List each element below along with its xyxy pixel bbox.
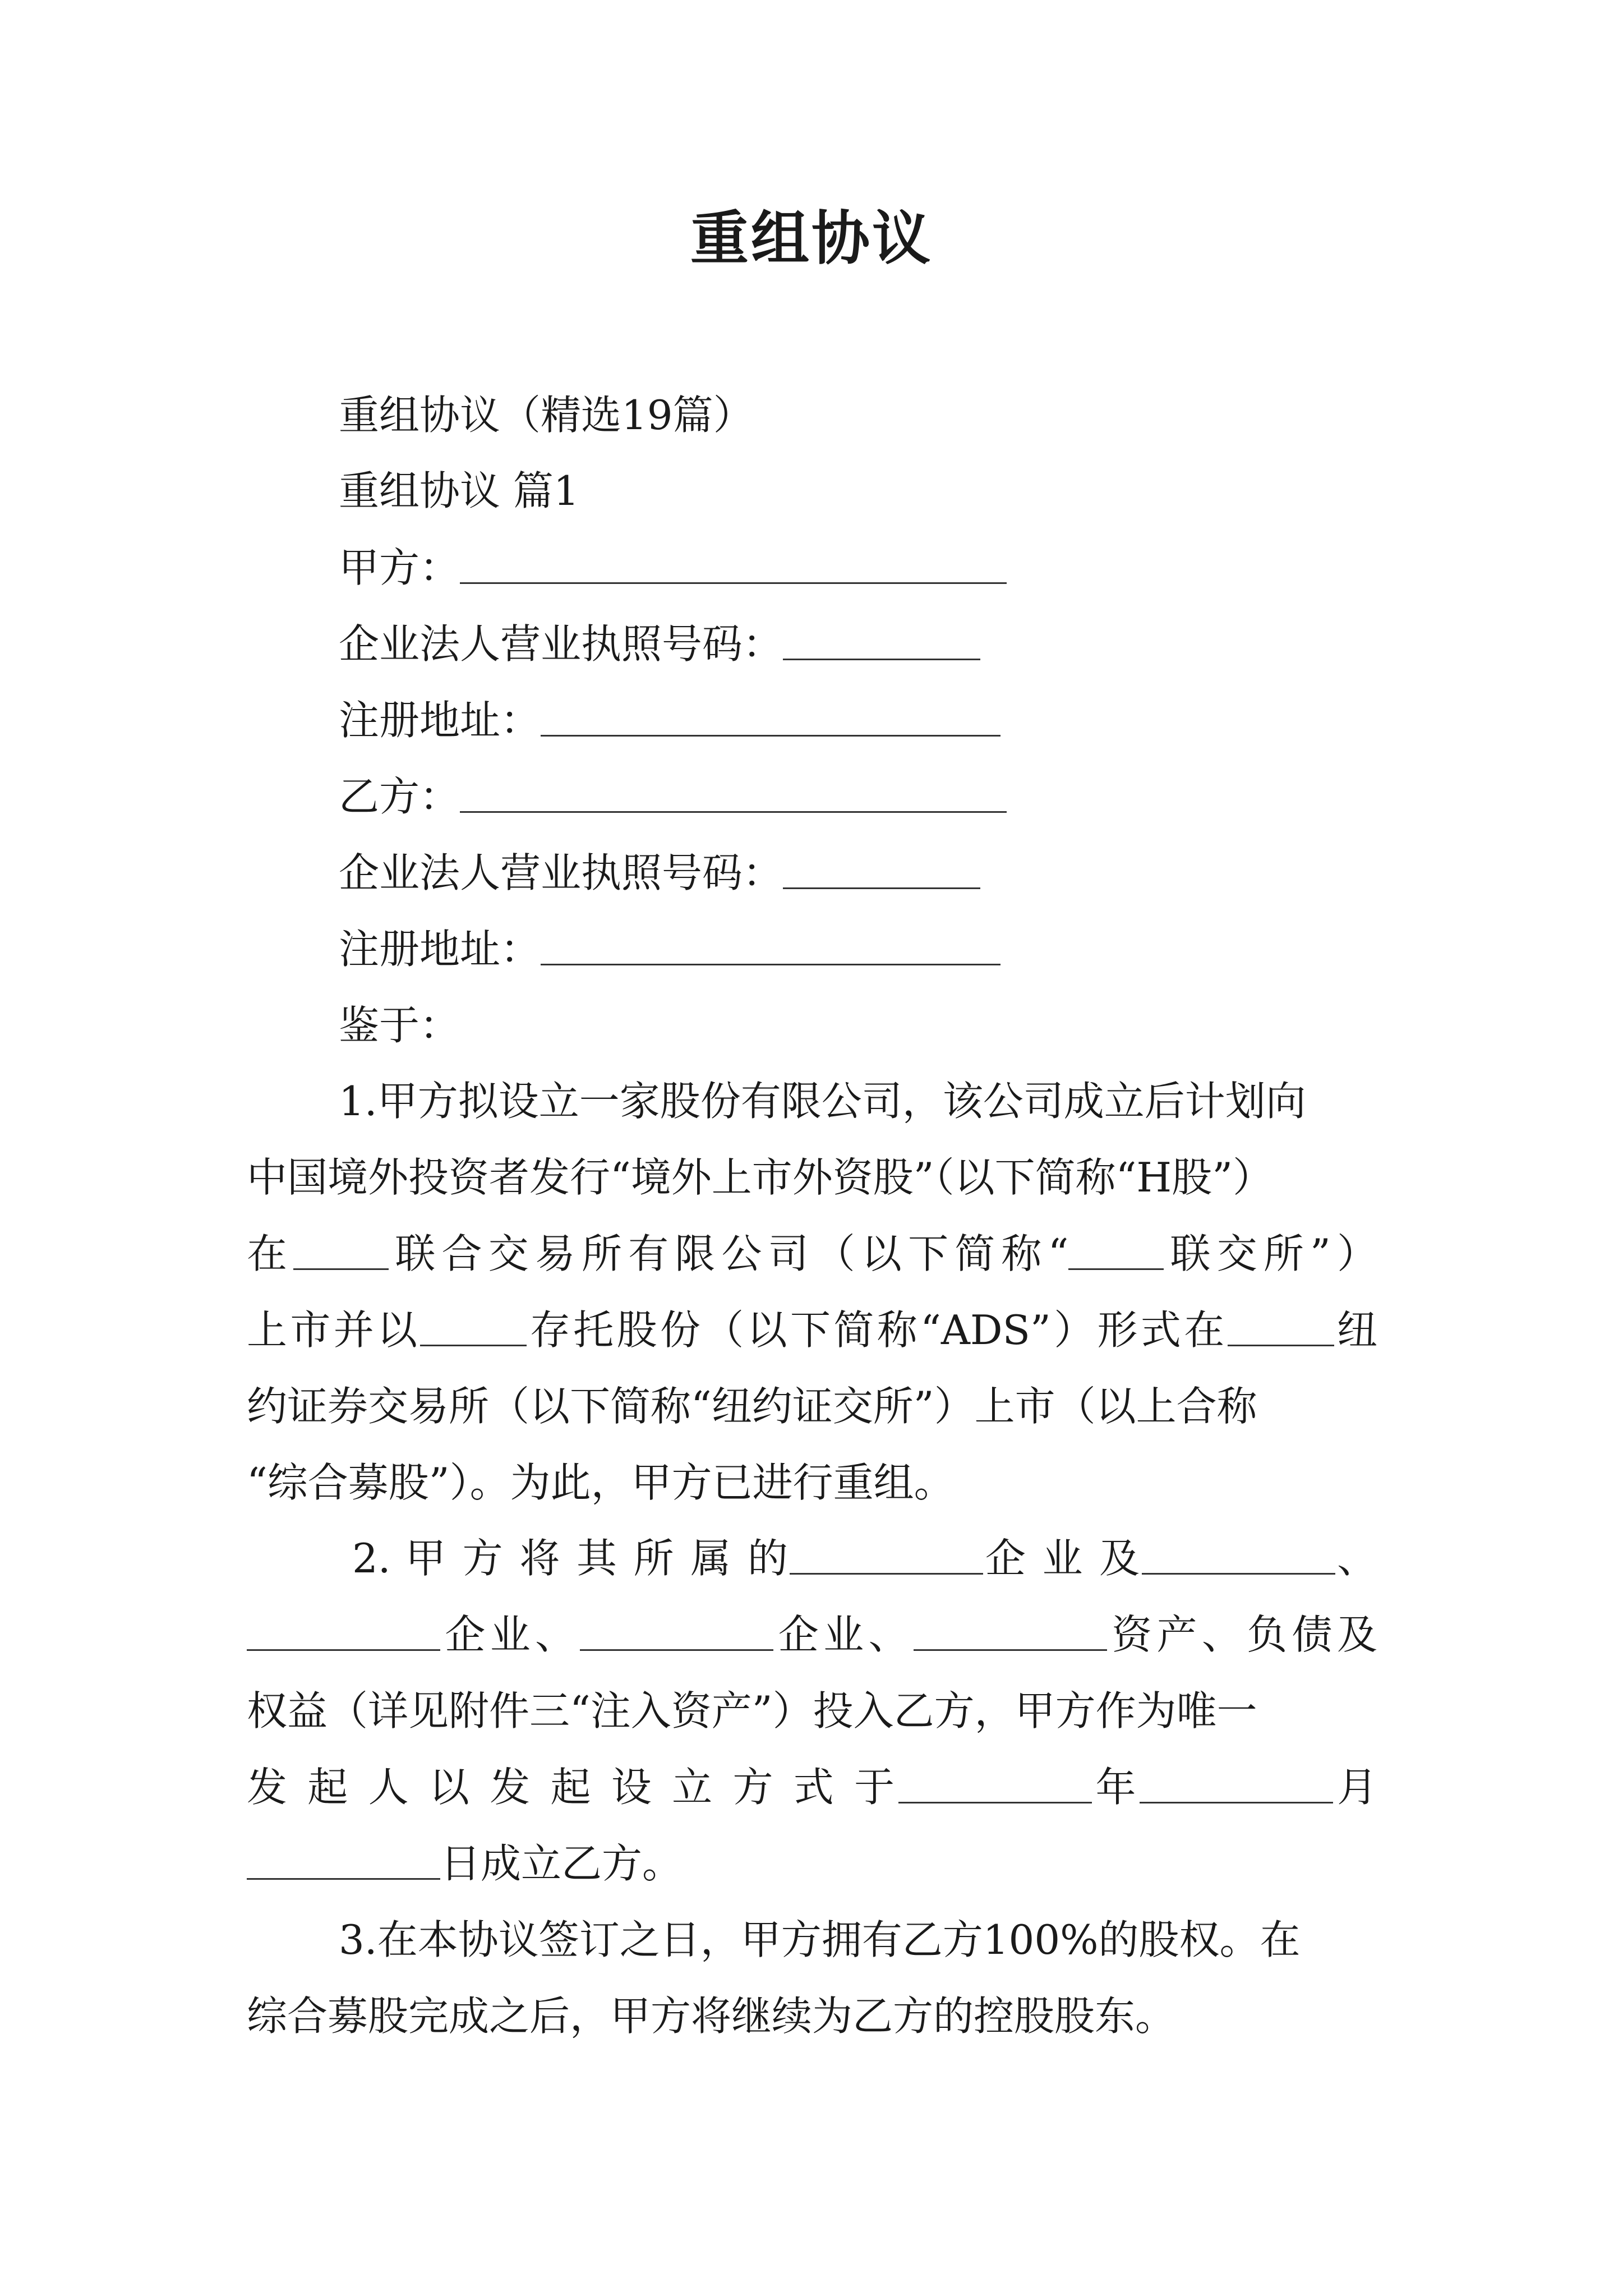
- year-blank: [898, 1763, 1092, 1803]
- clause2-line4-c: 月: [1333, 1764, 1377, 1811]
- clause2-blank-3: [247, 1610, 440, 1651]
- clause2-line4-b: 年: [1091, 1764, 1140, 1811]
- subtitle: 重组协议（精选19篇）: [339, 392, 754, 439]
- clause2-line5: [247, 1835, 683, 1892]
- clause2-line2: [247, 1607, 1377, 1663]
- party-a-line: [339, 540, 1007, 596]
- clause3-line2: 综合募股完成之后，甲方将继续为乙方的控股股东。: [247, 1993, 1176, 2040]
- clause1-line6: “综合募股”）。为此，甲方已进行重组。: [247, 1459, 955, 1506]
- clause2-blank-2: [1142, 1534, 1335, 1575]
- party-a-blank: [460, 543, 1007, 584]
- party-b-blank: [460, 772, 1007, 813]
- clause2-line1-a: 2. 甲 方 将 其 所 属 的: [352, 1535, 790, 1582]
- clause2-line1-b: 企 业 及: [983, 1535, 1142, 1582]
- party-a-address-line: [339, 692, 1000, 748]
- clause1-line3-c: 联交所”）: [1164, 1230, 1377, 1277]
- clause2-line2-b: 企业、: [773, 1611, 914, 1658]
- section-heading: 重组协议 篇1: [339, 467, 579, 514]
- clause2-line1: [352, 1530, 1377, 1586]
- clause2-blank-1: [790, 1534, 983, 1575]
- party-a-address-label: 注册地址：: [339, 697, 541, 744]
- clause2-line2-a: 企业、: [440, 1611, 580, 1658]
- party-b-license-label: 企业法人营业执照号码：: [339, 849, 783, 896]
- clause1-line5: 约证券交易所（以下简称“纽约证交所”）上市（以上合称: [247, 1383, 1257, 1430]
- party-a-license-blank: [783, 619, 980, 660]
- clause1-line3-a: 在: [247, 1230, 294, 1277]
- clause1-line2: 中国境外投资者发行“境外上市外资股”（以下简称“H股”）: [247, 1154, 1274, 1201]
- month-blank: [1140, 1763, 1333, 1803]
- clause1-line4-b: 存托股份（以下简称“ADS”）形式在: [527, 1306, 1228, 1354]
- ads-blank: [420, 1305, 527, 1346]
- clause2-blank-5: [914, 1610, 1107, 1651]
- clause2-line1-c: 、: [1335, 1535, 1377, 1582]
- clause2-line4: [247, 1759, 1377, 1815]
- party-b-license-blank: [783, 848, 980, 889]
- party-b-license-line: [339, 845, 980, 901]
- exchange-name-blank: [293, 1229, 389, 1270]
- party-a-license-line: [339, 616, 980, 672]
- clause2-line2-c: 资产、负债及: [1106, 1611, 1377, 1658]
- clause2-line5-text: 日成立乙方。: [440, 1840, 683, 1887]
- party-b-address-blank: [541, 924, 1000, 965]
- day-blank: [247, 1839, 440, 1880]
- whereas-label: 鉴于：: [339, 1002, 460, 1049]
- party-b-label: 乙方：: [339, 773, 460, 820]
- clause2-line4-a: 发 起 人 以 发 起 设 立 方 式 于: [247, 1764, 898, 1811]
- clause1-line4-c: 纽: [1334, 1306, 1377, 1354]
- clause1-line3: [247, 1226, 1377, 1282]
- clause2-line3: 权益（详见附件三“注入资产”）投入乙方，甲方作为唯一: [247, 1687, 1257, 1734]
- exchange-short-blank: [1068, 1229, 1164, 1270]
- party-a-label: 甲方：: [339, 544, 460, 591]
- clause2-blank-4: [580, 1610, 773, 1651]
- clause1-line4: [247, 1302, 1377, 1358]
- party-a-license-label: 企业法人营业执照号码：: [339, 620, 783, 668]
- ads-form-blank: [1228, 1305, 1334, 1346]
- clause3-line1: 3.在本协议签订之日，甲方拥有乙方100%的股权。在: [339, 1916, 1301, 1963]
- party-b-address-label: 注册地址：: [339, 926, 541, 973]
- document-title: 重组协议: [690, 204, 933, 273]
- party-a-address-blank: [541, 696, 1000, 737]
- clause1-line4-a: 上市并以: [247, 1306, 421, 1354]
- party-b-address-line: [339, 921, 1000, 977]
- clause1-line1: 1.甲方拟设立一家股份有限公司，该公司成立后计划向: [339, 1078, 1306, 1125]
- clause1-line3-b: 联合交易所有限公司（以下简称“: [389, 1230, 1069, 1277]
- party-b-line: [339, 769, 1007, 825]
